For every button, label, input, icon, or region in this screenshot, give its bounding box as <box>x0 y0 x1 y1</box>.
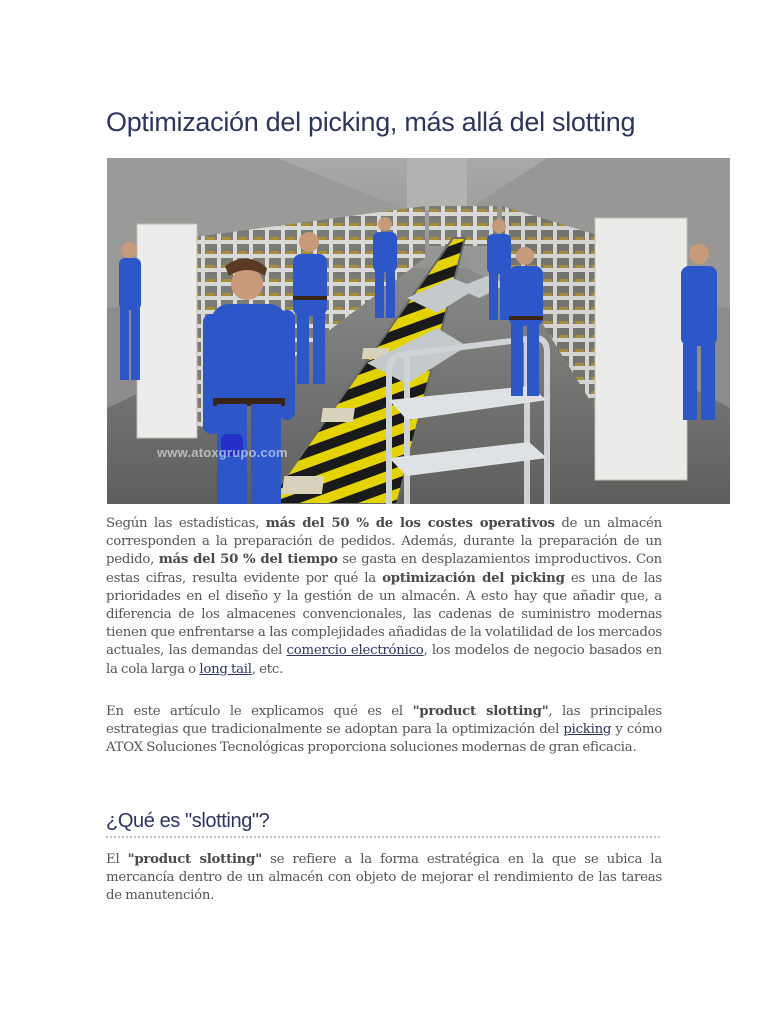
text: En este artículo le explicamos qué es el <box>106 704 413 719</box>
image-watermark: www.atoxgrupo.com <box>157 445 288 460</box>
page-title: Optimización del picking, más allá del slotting <box>106 107 636 137</box>
hero-image <box>107 158 730 504</box>
text: y cómo ATOX Soluciones Tecnológicas proporciona soluciones modernas de gran eficacia. <box>106 722 662 756</box>
article-summary-paragraph <box>106 703 662 758</box>
text: , las principales estrategias que tradicionalmente se adoptan para la optimización del <box>106 704 663 738</box>
text: de un almacén corresponden a la preparación de pedidos. Además, durante la preparación de un pedido, <box>106 516 662 568</box>
text: , etc. <box>251 661 284 677</box>
bold-text: optimización del picking <box>382 570 565 586</box>
slotting-definition-paragraph <box>106 851 662 906</box>
text: El <box>106 852 128 867</box>
text: es una de las prioridades en el diseño y la gestión de un almacén. A esto hay que añadir que, a diferencia de los almacenes convencionales, las cadenas de suministro modernas tienen que enfrentarse a las complejidades añadidas de la volatilidad de los mercados actuales, las demandas del <box>106 570 663 659</box>
long-tail-link[interactable]: long tail <box>199 661 252 677</box>
section-heading: ¿Qué es "slotting"? <box>106 810 270 832</box>
section-divider <box>106 836 660 838</box>
bold-text: más del 50 % de los costes operativos <box>265 516 555 531</box>
bold-text: más del 50 % del tiempo <box>158 552 338 568</box>
worker-far-left <box>119 242 141 380</box>
text: , los modelos de negocio basados en la cola larga o <box>106 643 662 677</box>
bold-text: "product slotting" <box>412 704 549 719</box>
bold-text: "product slotting" <box>127 852 262 867</box>
intro-paragraph <box>106 515 662 679</box>
ecommerce-link[interactable]: comercio electrónico <box>286 643 424 659</box>
text: Según las estadísticas, <box>106 516 266 531</box>
text: se refiere a la forma estratégica en la que se ubica la mercancía dentro de un almacén con objeto de mejorar el rendimiento de las tareas de manutención. <box>106 852 662 904</box>
text: se gasta en desplazamientos improductivos. Con estas cifras, resulta evidente por qué la <box>106 552 662 586</box>
picking-link[interactable]: picking <box>563 722 612 738</box>
